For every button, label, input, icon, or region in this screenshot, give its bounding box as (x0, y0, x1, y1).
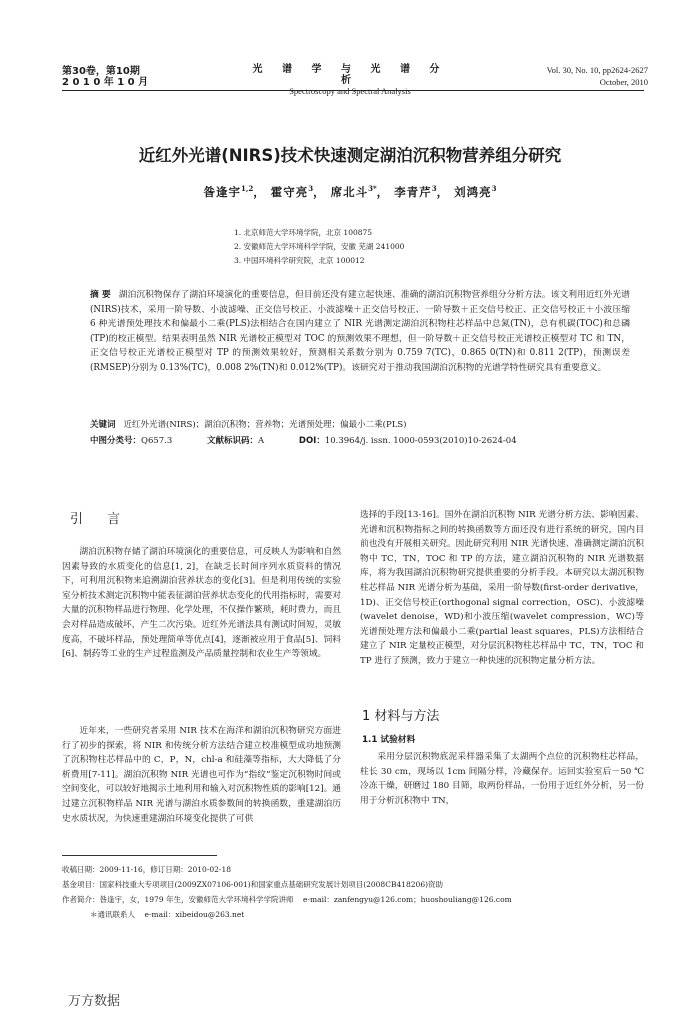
author-affil-mark: 3 (431, 184, 437, 194)
author-separator: ， (313, 185, 326, 199)
author-affil-mark: 3 (491, 184, 497, 194)
author: 昝逢宇 (203, 185, 242, 199)
materials-subheading: 1.1 试验材料 (362, 735, 416, 745)
abstract-label: 摘 要 (90, 290, 111, 300)
contact-label: ＊通讯联系人 (90, 910, 135, 919)
journal-name (240, 64, 460, 97)
paragraph-text: 采用分层沉积物底泥采样器采集了太湖两个点位的沉积物柱芯样品，柱长 30 cm，现场以 1cm 间隔分样，冷藏保存。运回实验室后－50 ℃冷冻干燥，研磨过 180 目筛，取两份样品，一份用于近红外分析，另一份用于分析沉积物中 TN， (360, 752, 644, 806)
footnote-bio (62, 892, 652, 907)
author-separator: ， (253, 185, 266, 199)
materials-paragraph (360, 750, 644, 808)
abstract-text: 湖泊沉积物保存了湖泊环境演化的重要信息，但目前还没有建立起快速、准确的湖泊沉积物营养组分分析方法。该文利用近红外光谱(NIRS)技术，采用一阶导数、小波滤噪、正交信号校正、小波滤噪＋正交信号校正、一阶导数＋正交信号校正、正交信号校正＋小波压缩 6 种光谱预处理技术和偏最小二乘(PLS)法相结合在国内建立了 NIR 光谱测定湖泊沉积物柱芯样品中总氮(TN)，总有机碳(TOC)和总磷(TP)的校正模型。结果表明虽然 NIR 光谱校正模型对 TOC 的预测效果不理想，但一阶导数＋正交信号校正光谱校正模型对 TC 和 TN，正交信号校正光谱校正模型对 TP 的预测效果较好，预测相关系数分别为 0.759 7(TC)，0.865 0(TN)和 0.811 2(TP)，预测误差(RMSEP)分别为 0.13%(TC)，0.008 2%(TN)和 0.012%(TP)。该研究对于推动我国湖泊沉积物的光谱学特性研究具有重要意义。 (90, 290, 630, 373)
date-en: October, 2010 (599, 77, 648, 87)
paper-title: 近红外光谱(NIRS)技术快速测定湖泊沉积物营养组分研究 (138, 146, 562, 165)
contact-email: e-mail：xibeidou@263.net (144, 910, 245, 919)
date-cn: 2 0 1 0 年 1 0 月 (62, 77, 149, 88)
watermark: 万方数据 (68, 994, 121, 1009)
affiliation: 3. 中国环境科学研究院，北京 100012 (234, 256, 365, 265)
intro-heading: 引 言 (70, 512, 131, 527)
abstract (90, 288, 630, 376)
bio-text: 作者简介：昝逢宇，女，1979 年生，安徽师范大学环境科学学院讲师 (62, 895, 294, 904)
volume-en: Vol. 30, No. 10, pp2624-2627 (546, 65, 648, 75)
doi-label: DOI： (298, 436, 325, 446)
doc-code-value: A (258, 436, 265, 446)
footnote-contact (62, 907, 652, 922)
journal-name-en: Spectroscopy and Spectral Analysis (289, 86, 411, 96)
journal-volume-issue (62, 66, 148, 88)
affiliation: 1. 北京师范大学环境学院，北京 100875 (234, 228, 373, 237)
intro-continuation (360, 508, 644, 669)
doi-value: 10.3964/j. issn. 1000-0593(2010)10-2624-04 (324, 436, 517, 446)
clc-label: 中图分类号： (90, 436, 142, 446)
bio-email: e-mail：zanfengyu@126.com；huoshouliang@126.com (303, 895, 512, 904)
affiliation: 2. 安徽师范大学环境科学学院，安徽 芜湖 241000 (234, 242, 405, 251)
footnote-rule (62, 855, 217, 856)
author-separator: ， (436, 185, 450, 199)
author: 刘鸿亮 (454, 185, 492, 199)
volume-cn: 第30卷，第10期 (62, 66, 140, 77)
paragraph-text: 选择的手段[13-16]。国外在湖泊沉积物 NIR 光谱分析方法、影响因素、光谱和沉积物指标之间的转换函数等方面还没有进行系统的研究，国内目前也没有开展相关研究。因此研究利用 NIR 光谱快速、准确测定湖泊沉积物中 TC，TN，TOC 和 TP 的方法，建立湖泊沉积物的 NIR 光谱数据库，将为我国湖泊沉积物研究提供重要的分析手段。本研究以太湖沉积物柱芯样品 NIR 光谱分析为基础，采用一阶导数(first-order derivative，1D)、正交信号校正(orthogonal signal correction，OSC)、小波滤噪(wavelet denoise，WD)和小波压缩(wavelet compression，WC)等光谱预处理方法和偏最小二乘(partial least squares，PLS)方法相结合建立了 NIR 定量校正模型，对分层沉积物柱芯样品中 TC，TN，TOC 和 TP 进行了预测，致力于建立一种快速的沉积物定量分析方法。 (360, 510, 644, 666)
author-separator: ， (376, 185, 390, 199)
footnote-fund: 基金项目：国家科技重大专项项目(2009ZX07106-001)和国家重点基础研究发展计划项目(2008CB418206)资助 (62, 880, 444, 889)
affiliations (234, 226, 404, 268)
author-affil-mark: 3 (308, 184, 314, 194)
journal-citation (547, 64, 648, 88)
author-affil-mark: 1,2 (241, 184, 254, 194)
author-list (40, 184, 660, 200)
author: 霍守亮 (270, 185, 309, 199)
doc-code-label: 文献标识码： (207, 436, 259, 446)
author: 席北斗 (330, 185, 369, 199)
intro-paragraph-2 (62, 724, 341, 826)
materials-methods-heading: 1 材料与方法 (362, 709, 440, 724)
keywords-text: 近红外光谱(NIRS)；湖泊沉积物；营养物；光谱预处理；偏最小二乘(PLS) (123, 420, 407, 430)
author: 李青芹 (394, 185, 432, 199)
keywords-label: 关键词 (90, 420, 116, 430)
footnotes (62, 862, 652, 922)
footnote-received: 收稿日期：2009-11-16，修订日期：2010-02-18 (62, 865, 231, 874)
journal-name-cn: 光 谱 学 与 光 谱 分 析 (252, 64, 448, 86)
intro-paragraph-1 (62, 545, 341, 662)
classification-line (90, 434, 650, 448)
keywords (90, 418, 630, 432)
paragraph-text: 湖泊沉积物存储了湖泊环境演化的重要信息，可反映人为影响和自然因素导致的水质变化的信息[1, 2]，在缺乏长时间序列水质资料的情况下，可利用沉积物来追溯湖泊营养状态的变化[3]。但是利用传统的实验室分析技术测定沉积物中能表征湖泊营养状态变化的代用指标时，需要对大量的沉积物样品进行物理、化学处理，不仅操作繁琐，耗时费力，而且会对样品造成破坏，产生二次污染。近红外光谱法具有测试时间短，灵敏度高，不破坏样品，预处理简单等优点[4]，逐渐被应用于食品[5]、饲料[6]、制药等工业的生产过程监测及产品质量控制和农业生产等领域。 (62, 547, 341, 660)
header-rule (62, 90, 644, 91)
author-affil-mark: 3* (368, 184, 377, 194)
paragraph-text: 近年来，一些研究者采用 NIR 技术在海洋和湖泊沉积物研究方面进行了初步的探索，将 NIR 和传统分析方法结合建立校准模型成功地预测了沉积物柱芯样品中的 C，P，N，chl-a 和硅藻等指标，大大降低了分析费用[7-11]。湖泊沉积物 NIR 光谱也可作为“指纹”鉴定沉积物时间或空间变化，可以较好地揭示土地利用和输入对沉积物性质的影响[12]。通过建立沉积物样品 NIR 光谱与湖泊水质参数间的转换函数，重建湖泊历史水质状况，为快速重建湖泊环境变化提供了可供 (62, 726, 341, 824)
clc-value: Q657.3 (141, 436, 173, 446)
